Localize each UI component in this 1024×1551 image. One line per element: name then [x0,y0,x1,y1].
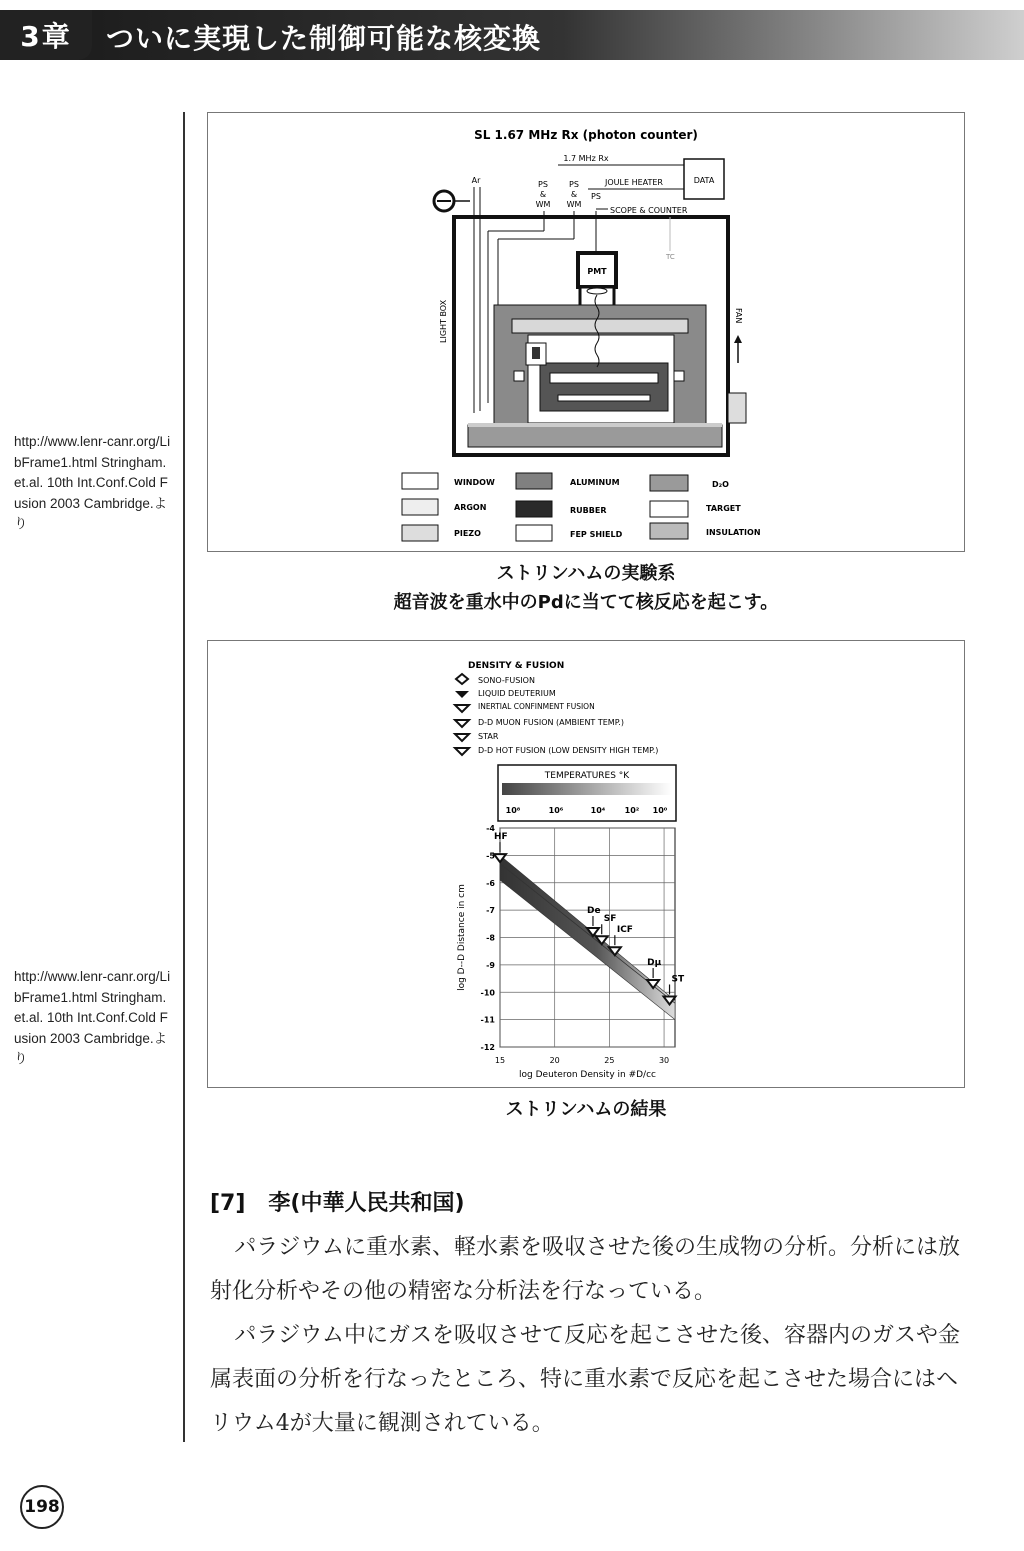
temperature-tick: 10² [624,806,640,815]
result-figure [207,640,965,1088]
temperature-tick: 10⁴ [590,806,606,815]
point-label: SF [603,914,617,925]
tc-label: TC [666,253,675,261]
scope-label: SCOPE & COUNTER [610,206,688,215]
rx-label: 1.7 MHz Rx [563,154,609,163]
svg-text:ALUMINUM: ALUMINUM [570,478,620,487]
svg-text:ARGON: ARGON [454,503,487,512]
page-number: 198 [20,1485,64,1529]
caption-1-line-2: 超音波を重水中のPdに当てて核反応を起こす。 [393,592,779,613]
data-label: DATA [693,176,715,185]
temperature-tick: 10⁶ [548,806,564,815]
y-tick-label: -9 [486,960,495,970]
fan-label: FAN [734,308,743,324]
point-label: Dμ [647,958,662,969]
section-title: 李(中華人民共和国) [268,1191,465,1216]
legend-item: LIQUID DEUTERIUM [478,689,556,698]
caption-1-line-1: ストリンハムの実験系 [496,563,676,584]
point-label: De [586,906,601,917]
y-axis-label: log D--D Distance in cm [457,884,467,991]
svg-text:WM: WM [566,200,582,209]
side-note-1: http://www.lenr-canr.org/LibFrame1.html Stringham. et.al. 10th Int.Conf.Cold Fusion 2003 Cambridge.より [14,434,171,532]
temperature-tick: 10⁰ [652,806,668,815]
fan-vent [728,393,746,423]
icf-marker [455,705,469,712]
svg-text:INSULATION: INSULATION [706,528,761,537]
svg-text:WINDOW: WINDOW [454,478,495,487]
point-label: HF [494,832,508,843]
apparatus-title: SL 1.67 MHz Rx (photon counter) [474,128,698,142]
svg-text:PIEZO: PIEZO [454,529,481,538]
svg-text:&: & [570,190,578,199]
svg-text:PS: PS [569,180,579,189]
section-heading [210,1186,465,1217]
point-label: ST [671,974,685,985]
y-tick-label: -7 [486,906,495,916]
body-text [210,1226,970,1446]
x-axis-label: log Deuteron Density in #D/cc [519,1070,656,1080]
legend-item: D-D MUON FUSION (AMBIENT TEMP.) [478,718,624,727]
joule-label: JOULE HEATER [605,178,663,187]
y-tick-label: -5 [486,851,495,861]
temperature-title: TEMPERATURES °K [544,771,630,781]
star-marker [455,734,469,741]
apparatus-legend [402,473,761,541]
y-tick-label: -12 [480,1043,495,1052]
insulation-base [468,425,722,447]
apparatus-diagram [208,113,964,551]
liquid-deuterium-marker [455,691,469,698]
apparatus-figure [207,112,965,552]
sono-fusion-marker [456,674,468,684]
hot-fusion-marker [455,748,469,755]
chapter-title: ついに実現した制御可能な核変換 [106,22,542,55]
x-tick-label: 30 [658,1056,670,1065]
y-tick-label: -10 [480,988,495,998]
muon-marker [455,720,469,727]
chapter-number: 3章 [0,10,92,60]
temperature-tick: 10⁸ [505,806,521,815]
svg-text:PS: PS [591,192,601,201]
legend-item: STAR [478,732,499,741]
pmt-label: PMT [587,267,607,276]
point-label: ICF [616,925,633,936]
svg-text:RUBBER: RUBBER [570,506,607,515]
x-tick-label: 15 [494,1056,506,1065]
x-tick-label: 20 [549,1056,560,1065]
paragraph: パラジウムに重水素、軽水素を吸収させた後の生成物の分析。分析には放射化分析やその他の精密な分析法を行なっている。 [210,1235,960,1304]
legend-item: INERTIAL CONFINMENT FUSION [478,702,595,711]
density-legend-title: DENSITY & FUSION [468,661,565,671]
svg-text:TARGET: TARGET [706,504,741,513]
y-tick-label: -4 [486,824,495,833]
chapter-header [0,10,1024,60]
svg-text:FEP SHIELD: FEP SHIELD [570,530,623,539]
margin-rule [183,112,185,1442]
x-tick-label: 25 [604,1056,615,1065]
caption-2: ストリンハムの結果 [505,1099,667,1120]
y-tick-label: -6 [486,878,495,888]
legend-item: D-D HOT FUSION (LOW DENSITY HIGH TEMP.) [478,746,659,755]
y-tick-label: -11 [480,1015,495,1025]
svg-text:D₂O: D₂O [712,480,729,489]
svg-text:PS: PS [538,180,548,189]
paragraph: パラジウム中にガスを吸収させて反応を起こさせた後、容器内のガスや金属表面の分析を行なったところ、特に重水素で反応を起こさせた場合にはヘリウム4が大量に観測されている。 [210,1323,960,1436]
section-number: [7] [210,1191,246,1216]
legend-item: SONO-FUSION [478,676,535,685]
svg-text:&: & [539,190,547,199]
side-note-2: http://www.lenr-canr.org/LibFrame1.html Stringham. et.al. 10th Int.Conf.Cold Fusion 2003 Cambridge.より [14,969,171,1067]
lightbox-label: LIGHT BOX [439,299,448,343]
y-tick-label: -8 [486,933,495,943]
argon-label: Ar [471,176,481,185]
svg-text:WM: WM [535,200,551,209]
result-chart [208,641,964,1087]
